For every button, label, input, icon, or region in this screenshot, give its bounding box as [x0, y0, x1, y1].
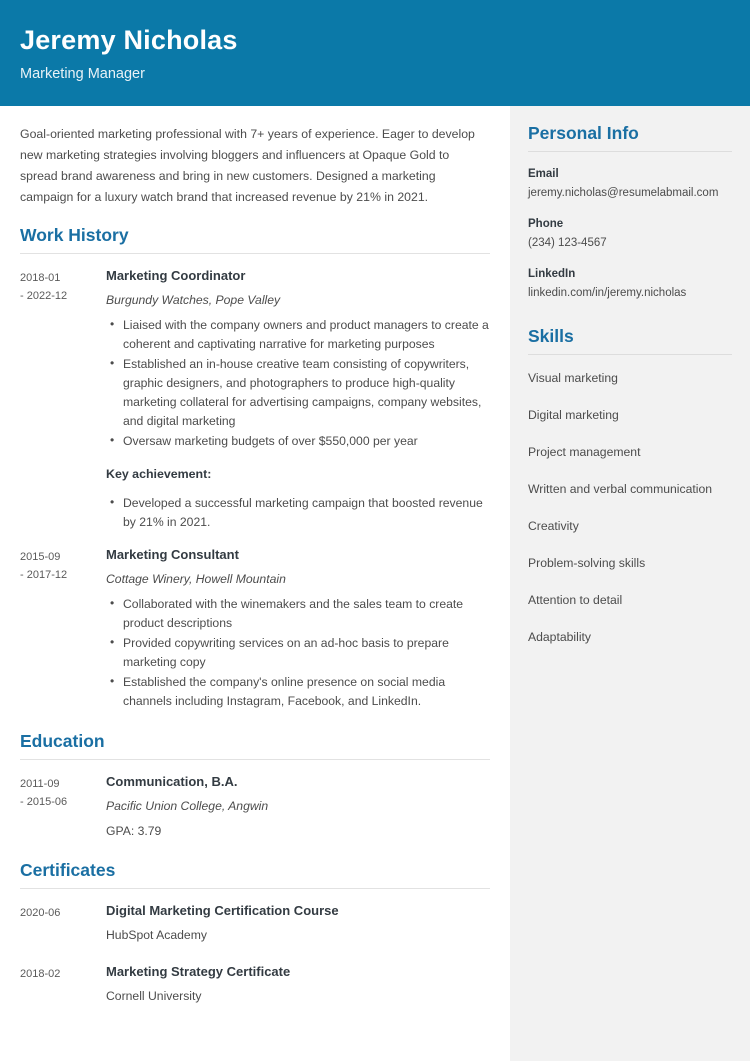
contact-item-phone: [528, 216, 732, 251]
certificate-entry: [20, 902, 490, 945]
work-entry-body: [104, 546, 490, 712]
contact-label-phone: Phone: [528, 218, 564, 230]
work-entry-date-start: 2015-09: [20, 551, 61, 563]
resume-body: [0, 106, 750, 1061]
skills-list: [528, 369, 732, 646]
work-entry-date-end: - 2022-12: [20, 290, 68, 302]
professional-summary: Goal-oriented marketing professional with 7+ years of experience. Eager to develop new marketing strategies involving bloggers and influencers at Opaque Gold to spread brand awareness and bring in new customers. Designed a marketing campaign for a luxury watch brand that increased revenue by 21% in 2021.: [20, 127, 475, 204]
certificate-entry-title: Marketing Strategy Certificate: [106, 964, 291, 979]
candidate-job-title: Marketing Manager: [20, 66, 145, 82]
work-entry-achievements: [106, 494, 490, 532]
section-certificates: [20, 859, 490, 1006]
work-entry-dates: [20, 267, 104, 533]
contact-value-email[interactable]: jeremy.nicholas@resumelabmail.com: [528, 187, 719, 199]
work-entry-body: [104, 267, 490, 533]
education-entry-dates: [20, 773, 104, 841]
education-entry-date-end: - 2015-06: [20, 796, 68, 808]
certificate-entry-body: [104, 963, 490, 1006]
resume-header: [0, 0, 750, 106]
education-entry-gpa: GPA: 3.79: [106, 824, 162, 838]
certificate-entry-body: [104, 902, 490, 945]
certificate-entry-dates: [20, 963, 104, 1006]
work-entry-bullets: [106, 595, 490, 711]
list-item: • Oversaw marketing budgets of over $550,000 per year: [106, 432, 490, 451]
list-item: • Established an in-house creative team consisting of copywriters, graphic designers, and photographers to produce high-quality marketing collateral for advertising campaigns, company websites, and digital marketing: [106, 355, 490, 431]
section-title-certificates: Certificates: [20, 859, 490, 889]
contact-item-linkedin: [528, 266, 732, 301]
sidebar-column: [510, 106, 750, 1061]
section-title-education: Education: [20, 730, 490, 760]
list-item: Creativity: [528, 519, 579, 533]
list-item: Project management: [528, 445, 641, 459]
certificate-entry-date: 2018-02: [20, 968, 61, 980]
sidebar-title-personal-info: Personal Info: [528, 122, 732, 152]
list-item: Problem-solving skills: [528, 556, 646, 570]
education-entry-degree: Communication, B.A.: [106, 774, 238, 789]
sidebar-section-personal-info: [528, 122, 732, 301]
work-entry-date-start: 2018-01: [20, 272, 61, 284]
main-column: [0, 106, 510, 1061]
sidebar-section-skills: [528, 325, 732, 646]
work-entry-title: Marketing Consultant: [106, 547, 239, 562]
work-entry-company: Burgundy Watches, Pope Valley: [106, 293, 281, 307]
education-entry-date-start: 2011-09: [20, 778, 60, 790]
section-title-work-history: Work History: [20, 224, 490, 254]
work-entry: [20, 546, 490, 712]
list-item: Adaptability: [528, 630, 592, 644]
contact-label-linkedin: LinkedIn: [528, 268, 576, 280]
candidate-name: Jeremy Nicholas: [20, 25, 238, 55]
key-achievement-label: Key achievement:: [106, 467, 212, 481]
certificate-entry-dates: [20, 902, 104, 945]
section-work-history: [20, 224, 490, 712]
list-item: • Developed a successful marketing campaign that boosted revenue by 21% in 2021.: [106, 494, 490, 532]
list-item: • Provided copywriting services on an ad-hoc basis to prepare marketing copy: [106, 634, 490, 672]
contact-value-phone[interactable]: (234) 123-4567: [528, 237, 607, 249]
list-item: Visual marketing: [528, 371, 618, 385]
contact-value-linkedin[interactable]: linkedin.com/in/jeremy.nicholas: [528, 287, 687, 299]
work-entry-title: Marketing Coordinator: [106, 268, 246, 283]
contact-item-email: [528, 166, 732, 201]
certificate-entry-title: Digital Marketing Certification Course: [106, 903, 339, 918]
work-entry-company: Cottage Winery, Howell Mountain: [106, 572, 286, 586]
list-item: Written and verbal communication: [528, 482, 713, 496]
certificate-entry-issuer: Cornell University: [106, 989, 202, 1003]
work-entry: [20, 267, 490, 533]
list-item: • Collaborated with the winemakers and the sales team to create product descriptions: [106, 595, 490, 633]
education-entry-school: Pacific Union College, Angwin: [106, 799, 269, 813]
section-education: [20, 730, 490, 841]
education-entry: [20, 773, 490, 841]
list-item: Attention to detail: [528, 593, 623, 607]
contact-label-email: Email: [528, 168, 559, 180]
work-entry-dates: [20, 546, 104, 712]
list-item: Digital marketing: [528, 408, 619, 422]
certificate-entry: [20, 963, 490, 1006]
certificate-entry-date: 2020-06: [20, 907, 61, 919]
education-entry-body: [104, 773, 490, 841]
list-item: • Established the company's online presence on social media channels including Instagram, Facebook, and LinkedIn.: [106, 673, 490, 711]
certificate-entry-issuer: HubSpot Academy: [106, 928, 207, 942]
sidebar-title-skills: Skills: [528, 325, 732, 355]
work-entry-date-end: - 2017-12: [20, 569, 68, 581]
work-entry-bullets: [106, 316, 490, 451]
list-item: • Liaised with the company owners and product managers to create a coherent and captivating narrative for marketing purposes: [106, 316, 490, 354]
